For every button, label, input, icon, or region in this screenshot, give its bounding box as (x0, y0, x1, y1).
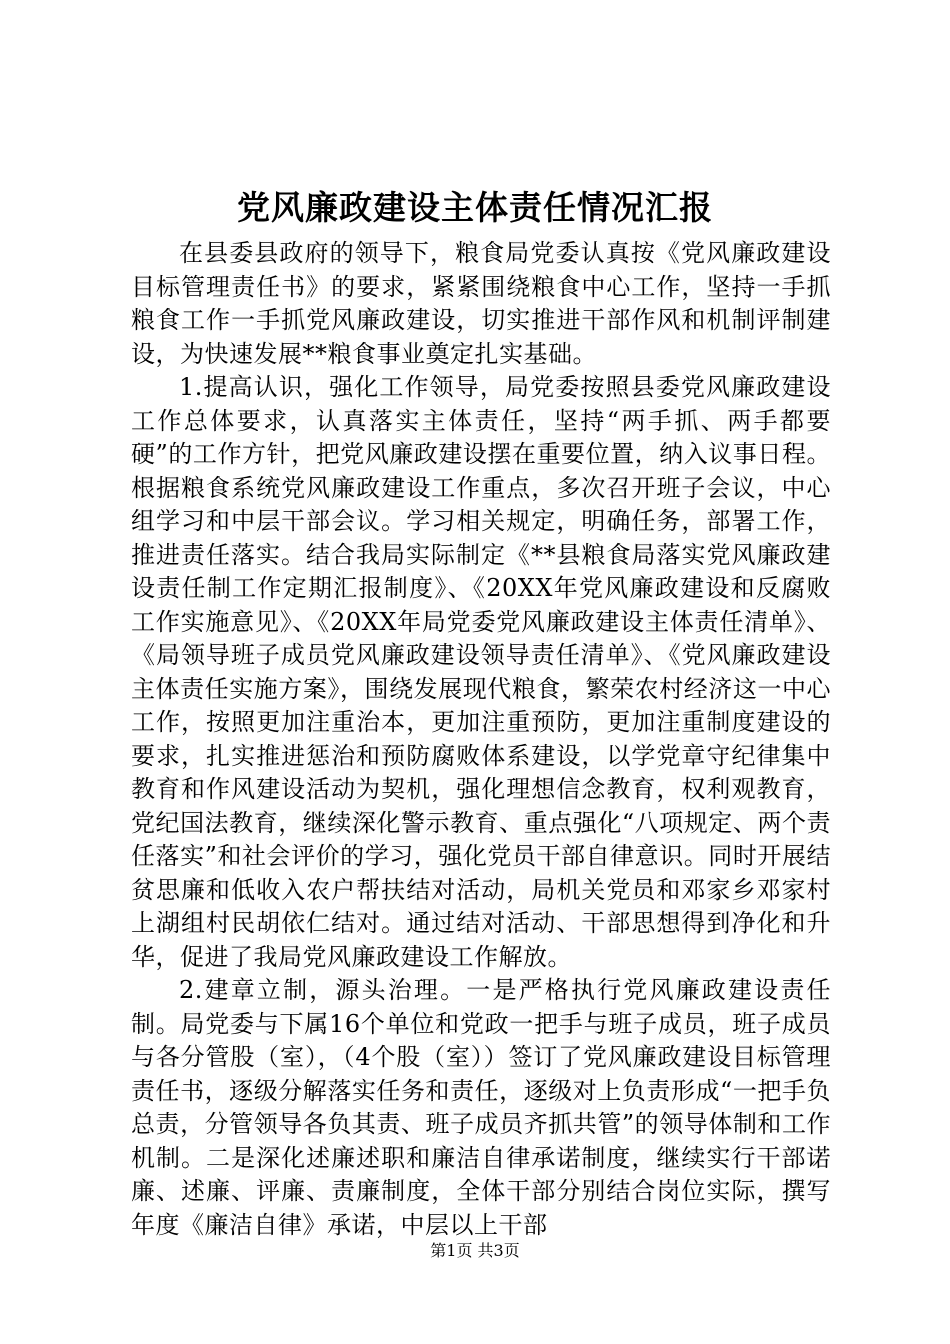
paragraph-section-2: 2.建章立制，源头治理。一是严格执行党风廉政建设责任制。局党委与下属16个单位和党政一把手与班子成员，班子成员与各分管股（室），（4个股（室））签订了党风廉政建设目标管理责任书，逐级分解落实任务和责任，逐级对上负责形成“一把手负总责，分管领导各负其责、班子成员齐抓共管”的领导体制和工作机制。二是深化述廉述职和廉洁自律承诺制度，继续实行干部诺廉、述廉、评廉、责廉制度，全体干部分别结合岗位实际，撰写年度《廉洁自律》承诺，中层以上干部 (131, 976, 831, 1239)
paragraph-intro: 在县委县政府的领导下，粮食局党委认真按《党风廉政建设目标管理责任书》的要求，紧紧围绕粮食中心工作，坚持一手抓粮食工作一手抓党风廉政建设，切实推进干部作风和机制评制建设，为快速发展**粮食事业奠定扎实基础。 (131, 239, 831, 368)
paragraph-section-1: 1.提高认识，强化工作领导，局党委按照县委党风廉政建设工作总体要求，认真落实主体责任，坚持“两手抓、两手都要硬”的工作方针，把党风廉政建设摆在重要位置，纳入议事日程。根据粮食系统党风廉政建设工作重点，多次召开班子会议，中心组学习和中层干部会议。学习相关规定，明确任务，部署工作，推进责任落实。结合我局实际制定《**县粮食局落实党风廉政建设责任制工作定期汇报制度》、《20XX年党风廉政建设和反腐败工作实施意见》、《20XX年局党委党风廉政建设主体责任清单》、《局领导班子成员党风廉政建设领导责任清单》、《党风廉政建设主体责任实施方案》，围绕发展现代粮食，繁荣农村经济这一中心工作，按照更加注重治本，更加注重预防，更加注重制度建设的要求，扎实推进惩治和预防腐败体系建设，以学党章守纪律集中教育和作风建设活动为契机，强化理想信念教育，权利观教育，党纪国法教育，继续深化警示教育、重点强化“八项规定、两个责任落实”和社会评价的学习，强化党员干部自律意识。同时开展结贫思廉和低收入农户帮扶结对活动，局机关党员和邓家乡邓家村上湖组村民胡依仁结对。通过结对活动、干部思想得到净化和升华，促进了我局党风廉政建设工作解放。 (131, 373, 831, 971)
document-title: 党风廉政建设主体责任情况汇报 (237, 188, 713, 227)
document-body (131, 237, 831, 1242)
page-number-footer: 第1页 共3页 (430, 1241, 520, 1260)
